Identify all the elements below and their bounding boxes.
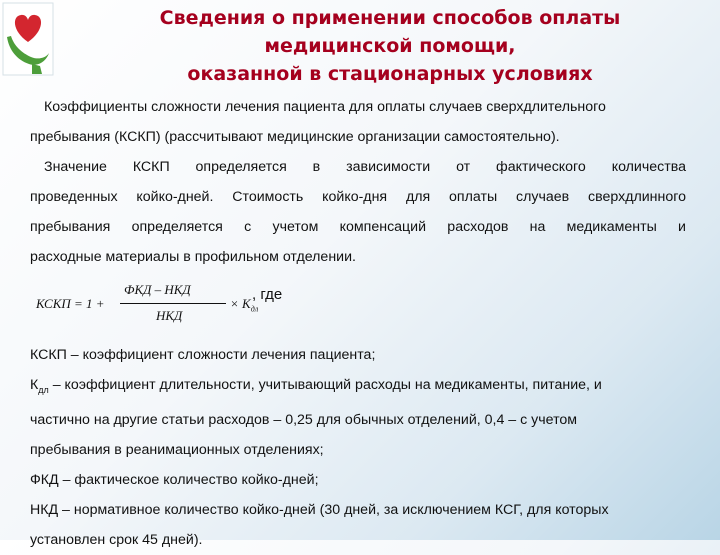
definition-fkd: ФКД – фактическое количество койко-дней; [30,471,319,488]
fraction-bar [120,303,226,304]
definition-kdl-line-3: пребывания в реанимационных отделениях; [30,441,324,458]
kdl-subscript: дл [38,384,49,395]
definition-kdl-line-2: частично на другие статьи расходов – 0,25 для обычных отделений, 0,4 – с учетом [30,411,578,428]
formula-times: × K [230,296,251,311]
formula-subscript: дл [250,304,259,314]
paragraph-1-line-1: Коэффициенты сложности лечения пациента для оплаты случаев сверхдлительного [44,99,606,115]
kdl-text: – коэффициент длительности, учитывающий расходы на медикаменты, питание, и [48,377,602,393]
formula-lhs: КСКП = 1 + [36,296,105,311]
kdl-symbol: К [30,377,39,393]
formula-row [30,280,686,336]
kskp-formula [36,282,266,328]
definition-nkd-line-2: установлен срок 45 дней). [30,531,203,548]
paragraph-2-line-2: проведенных койко-дней. Стоимость койко-дня для оплаты случаев сверхдлинного [30,189,686,205]
formula-numerator: ФКД – НКД [124,282,191,297]
formula-where: , где [252,286,283,303]
definition-nkd-line-1: НКД – нормативное количество койко-дней (30 дней, за исключением КСГ, для которых [30,501,609,518]
formula-denominator: НКД [156,308,183,323]
definitions-list [30,340,686,555]
title-line-3: оказанной в стационарных условиях [187,63,593,85]
paragraph-2-line-3: пребывания определяется с учетом компенсаций расходов на медикаменты и [30,219,686,235]
paragraph-1-line-2: пребывания (КСКП) (рассчитывают медицинские организации самостоятельно). [30,129,560,145]
paragraph-2-line-4: расходные материалы в профильном отделении. [30,249,356,265]
page-title [70,4,710,88]
heart-hand-logo [2,2,54,76]
title-line-2: медицинской помощи, [264,35,516,57]
title-line-1: Сведения о применении способов оплаты [159,7,621,29]
definition-kskp: КСКП – коэффициент сложности лечения пациента; [30,347,376,363]
content-body [30,92,686,555]
definition-kdl-line-1 [30,370,686,405]
paragraph-2-line-1: Значение КСКП определяется в зависимости от фактического количества [44,159,686,175]
